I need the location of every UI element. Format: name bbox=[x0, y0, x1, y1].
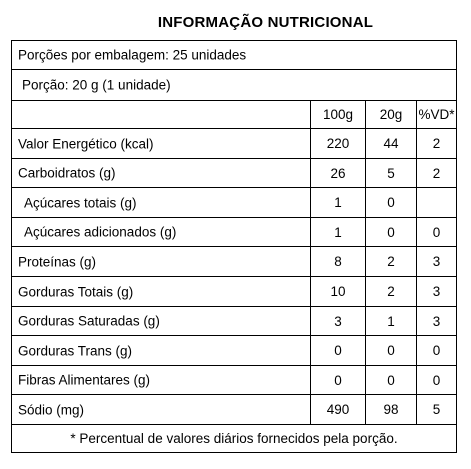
table-row bbox=[12, 247, 456, 277]
value-100g: 220 bbox=[310, 129, 365, 158]
value-20g: 0 bbox=[365, 366, 416, 394]
nutrient-label: Açúcares totais (g) bbox=[24, 195, 137, 210]
column-header-20g: 20g bbox=[365, 101, 416, 128]
value-vd: 5 bbox=[416, 395, 456, 424]
table-row bbox=[12, 336, 456, 366]
nutrient-label: Gorduras Saturadas (g) bbox=[18, 313, 160, 329]
nutrient-label: Proteínas (g) bbox=[18, 254, 97, 269]
value-vd: 2 bbox=[416, 129, 456, 158]
value-20g: 98 bbox=[365, 395, 416, 424]
nutrition-table bbox=[11, 40, 457, 453]
value-100g: 0 bbox=[310, 366, 365, 394]
nutrient-label: Valor Energético (kcal) bbox=[18, 136, 154, 151]
table-row bbox=[12, 395, 456, 425]
value-20g: 1 bbox=[365, 307, 416, 335]
value-100g: 1 bbox=[310, 218, 365, 246]
column-header-100g: 100g bbox=[310, 101, 365, 128]
value-vd: 0 bbox=[416, 218, 456, 246]
table-row bbox=[12, 366, 456, 395]
column-header-row bbox=[12, 101, 456, 129]
value-100g: 3 bbox=[310, 307, 365, 335]
value-vd: 3 bbox=[416, 277, 456, 306]
value-100g: 490 bbox=[310, 395, 365, 424]
table-row bbox=[12, 129, 456, 159]
value-vd: 2 bbox=[416, 159, 456, 187]
value-vd: 3 bbox=[416, 247, 456, 276]
value-20g: 2 bbox=[365, 247, 416, 276]
footnote: * Percentual de valores diários fornecidos pela porção. bbox=[70, 431, 398, 446]
value-20g: 0 bbox=[365, 218, 416, 246]
servings-per-package-row bbox=[12, 41, 456, 70]
nutrient-label: Carboidratos (g) bbox=[18, 165, 116, 181]
value-vd bbox=[416, 188, 456, 217]
nutrient-label: Sódio (mg) bbox=[18, 402, 85, 417]
value-100g: 10 bbox=[310, 277, 365, 306]
value-20g: 0 bbox=[365, 336, 416, 365]
nutrient-label: Açúcares adicionados (g) bbox=[24, 224, 177, 240]
value-100g: 8 bbox=[310, 247, 365, 276]
nutrient-label: Fibras Alimentares (g) bbox=[18, 372, 151, 388]
table-title: INFORMAÇÃO NUTRICIONAL bbox=[157, 14, 374, 31]
servings-per-package: Porções por embalagem: 25 unidades bbox=[18, 47, 247, 63]
serving-size-row bbox=[12, 70, 456, 101]
nutrient-label: Gorduras Totais (g) bbox=[18, 284, 134, 299]
value-20g: 2 bbox=[365, 277, 416, 306]
value-100g: 0 bbox=[310, 336, 365, 365]
value-20g: 5 bbox=[365, 159, 416, 187]
column-header-vd: %VD* bbox=[416, 101, 456, 128]
value-vd: 0 bbox=[416, 336, 456, 365]
table-row bbox=[12, 307, 456, 336]
serving-size: Porção: 20 g (1 unidade) bbox=[22, 77, 171, 93]
value-vd: 3 bbox=[416, 307, 456, 335]
table-row bbox=[12, 277, 456, 307]
value-100g: 26 bbox=[310, 159, 365, 187]
value-20g: 0 bbox=[365, 188, 416, 217]
table-row bbox=[12, 218, 456, 247]
value-100g: 1 bbox=[310, 188, 365, 217]
value-vd: 0 bbox=[416, 366, 456, 394]
value-20g: 44 bbox=[365, 129, 416, 158]
nutrient-label: Gorduras Trans (g) bbox=[18, 343, 133, 358]
table-row bbox=[12, 188, 456, 218]
table-row bbox=[12, 159, 456, 188]
